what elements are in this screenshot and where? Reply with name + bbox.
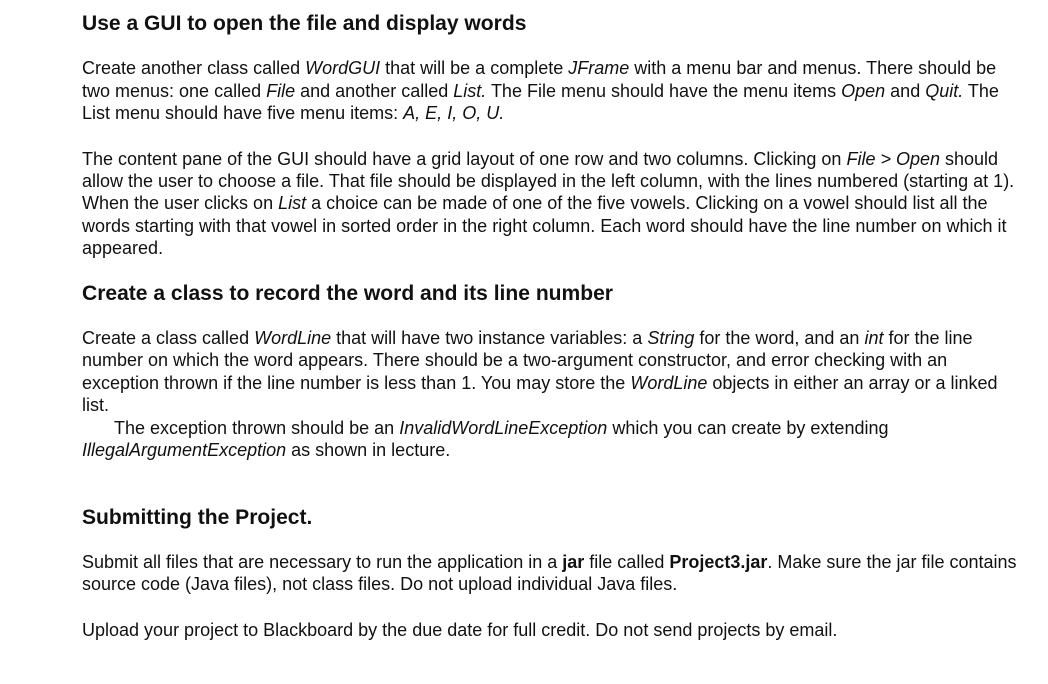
section-heading-submitting: Submitting the Project. bbox=[82, 505, 313, 529]
paragraph-exception: The exception thrown should be an InvalidWordLineException which you can create by extending IllegalArgumentException as shown in lecture. bbox=[82, 417, 889, 461]
paragraph-submit-jar: Submit all files that are necessary to run the application in a jar file called Project3.jar. Make sure the jar file contains source code (Java files), not class files. Do not upload individual Java files. bbox=[82, 551, 1017, 595]
document-page bbox=[82, 13, 1022, 641]
section-heading-gui: Use a GUI to open the file and display words bbox=[82, 12, 527, 35]
section-heading-wordline: Create a class to record the word and its line number bbox=[82, 281, 613, 305]
paragraph-wordline-class: Create a class called WordLine that will have two instance variables: a String for the word, and an int for the line number on which the word appears. There should be a two-argument constructor, and error checking with an exception thrown if the line number is less than 1. You may store the WordLine objects in either an array or a linked list. bbox=[82, 328, 998, 416]
paragraph-upload-blackboard: Upload your project to Blackboard by the due date for full credit. Do not send projects by email. bbox=[82, 619, 838, 640]
paragraph-content-pane: The content pane of the GUI should have a grid layout of one row and two columns. Clicking on File > Open should allow the user to choose a file. That file should be displayed in the left column, with the lines numbered (starting at 1). When the user clicks on List a choice can be made of one of the five vowels. Clicking on a vowel should list all the words starting with that vowel in sorted order in the right column. Each word should have the line number on which it appeared. bbox=[82, 148, 1015, 259]
paragraph-wordgui-menus: Create another class called WordGUI that will be a complete JFrame with a menu bar and menus. There should be two menus: one called File and another called List. The File menu should have the menu items Open and Quit. The List menu should have five menu items: A, E, I, O, U. bbox=[82, 58, 999, 124]
